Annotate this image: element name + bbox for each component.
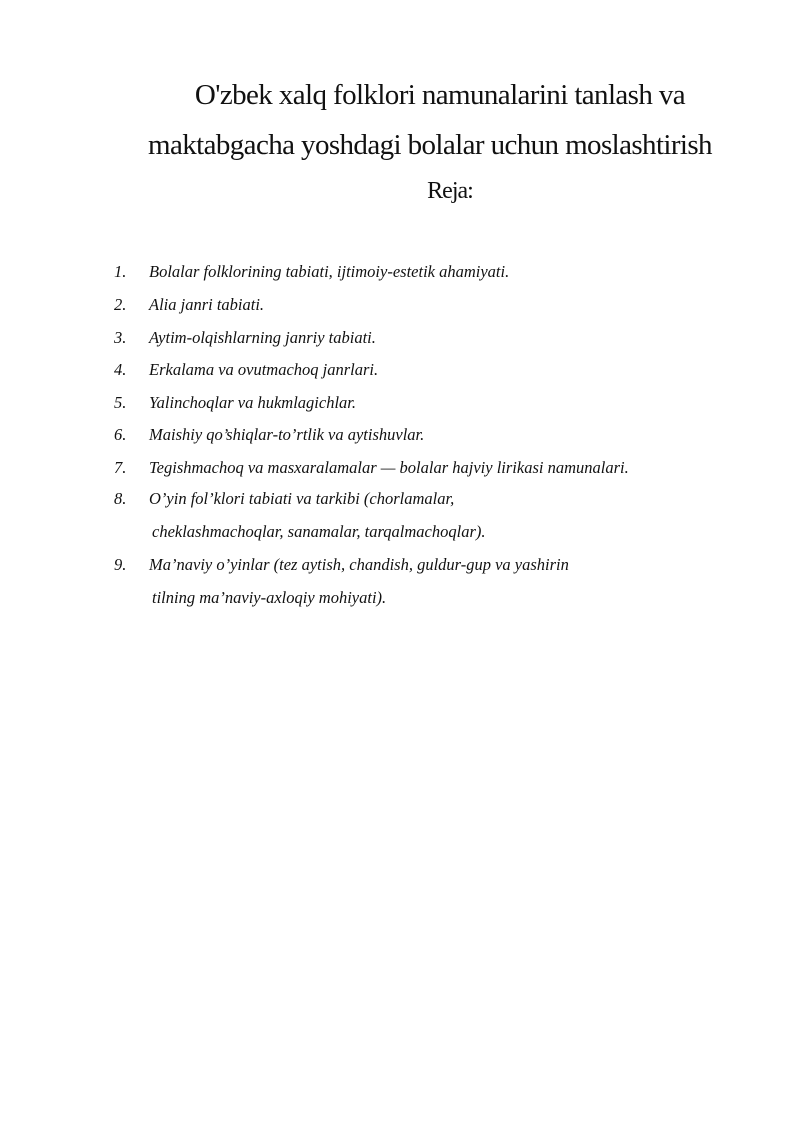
plan-item-number: 6.: [114, 425, 127, 444]
plan-item-number: 3.: [114, 328, 127, 347]
plan-item-text: Tegishmachoq va masxaralamalar — bolalar hajviy lirikasi namunalari.: [149, 458, 629, 477]
document-title-line-1: O'zbek xalq folklori namunalarini tanlash va: [194, 79, 686, 111]
plan-item-number: 2.: [114, 295, 127, 314]
plan-item-number: 5.: [114, 393, 127, 412]
plan-item-text: Yalinchoqlar va hukmlagichlar.: [149, 393, 357, 412]
plan-item-number: 1.: [114, 262, 127, 281]
plan-item-text: Ma’naviy o’yinlar (tez aytish, chandish, guldur-gup va yashirin: [149, 555, 569, 574]
plan-item-text: Aytim-olqishlarning janriy tabiati.: [149, 328, 376, 347]
plan-item-8-continuation: cheklashmachoqlar, sanamalar, tarqalmachoqlar).: [152, 522, 486, 541]
plan-item-number: 8.: [114, 489, 127, 508]
plan-item-text: O’yin fol’klori tabiati va tarkibi (chorlamalar,: [149, 489, 455, 508]
plan-heading: Reja:: [427, 178, 473, 204]
document-title-line-2: maktabgacha yoshdagi bolalar uchun moslashtirish: [148, 129, 712, 161]
plan-item-text: Bolalar folklorining tabiati, ijtimoiy-estetik ahamiyati.: [149, 262, 510, 281]
plan-item-text: Erkalama va ovutmachoq janrlari.: [149, 360, 379, 379]
plan-item-number: 4.: [114, 360, 127, 379]
plan-item-number: 7.: [114, 458, 127, 477]
plan-item-9-continuation: tilning ma’naviy-axloqiy mohiyati).: [152, 588, 387, 607]
plan-item-text: Maishiy qo’shiqlar-to’rtlik va aytishuvlar.: [149, 425, 425, 444]
plan-item-number: 9.: [114, 555, 127, 574]
plan-item-text: Alia janri tabiati.: [149, 295, 265, 314]
